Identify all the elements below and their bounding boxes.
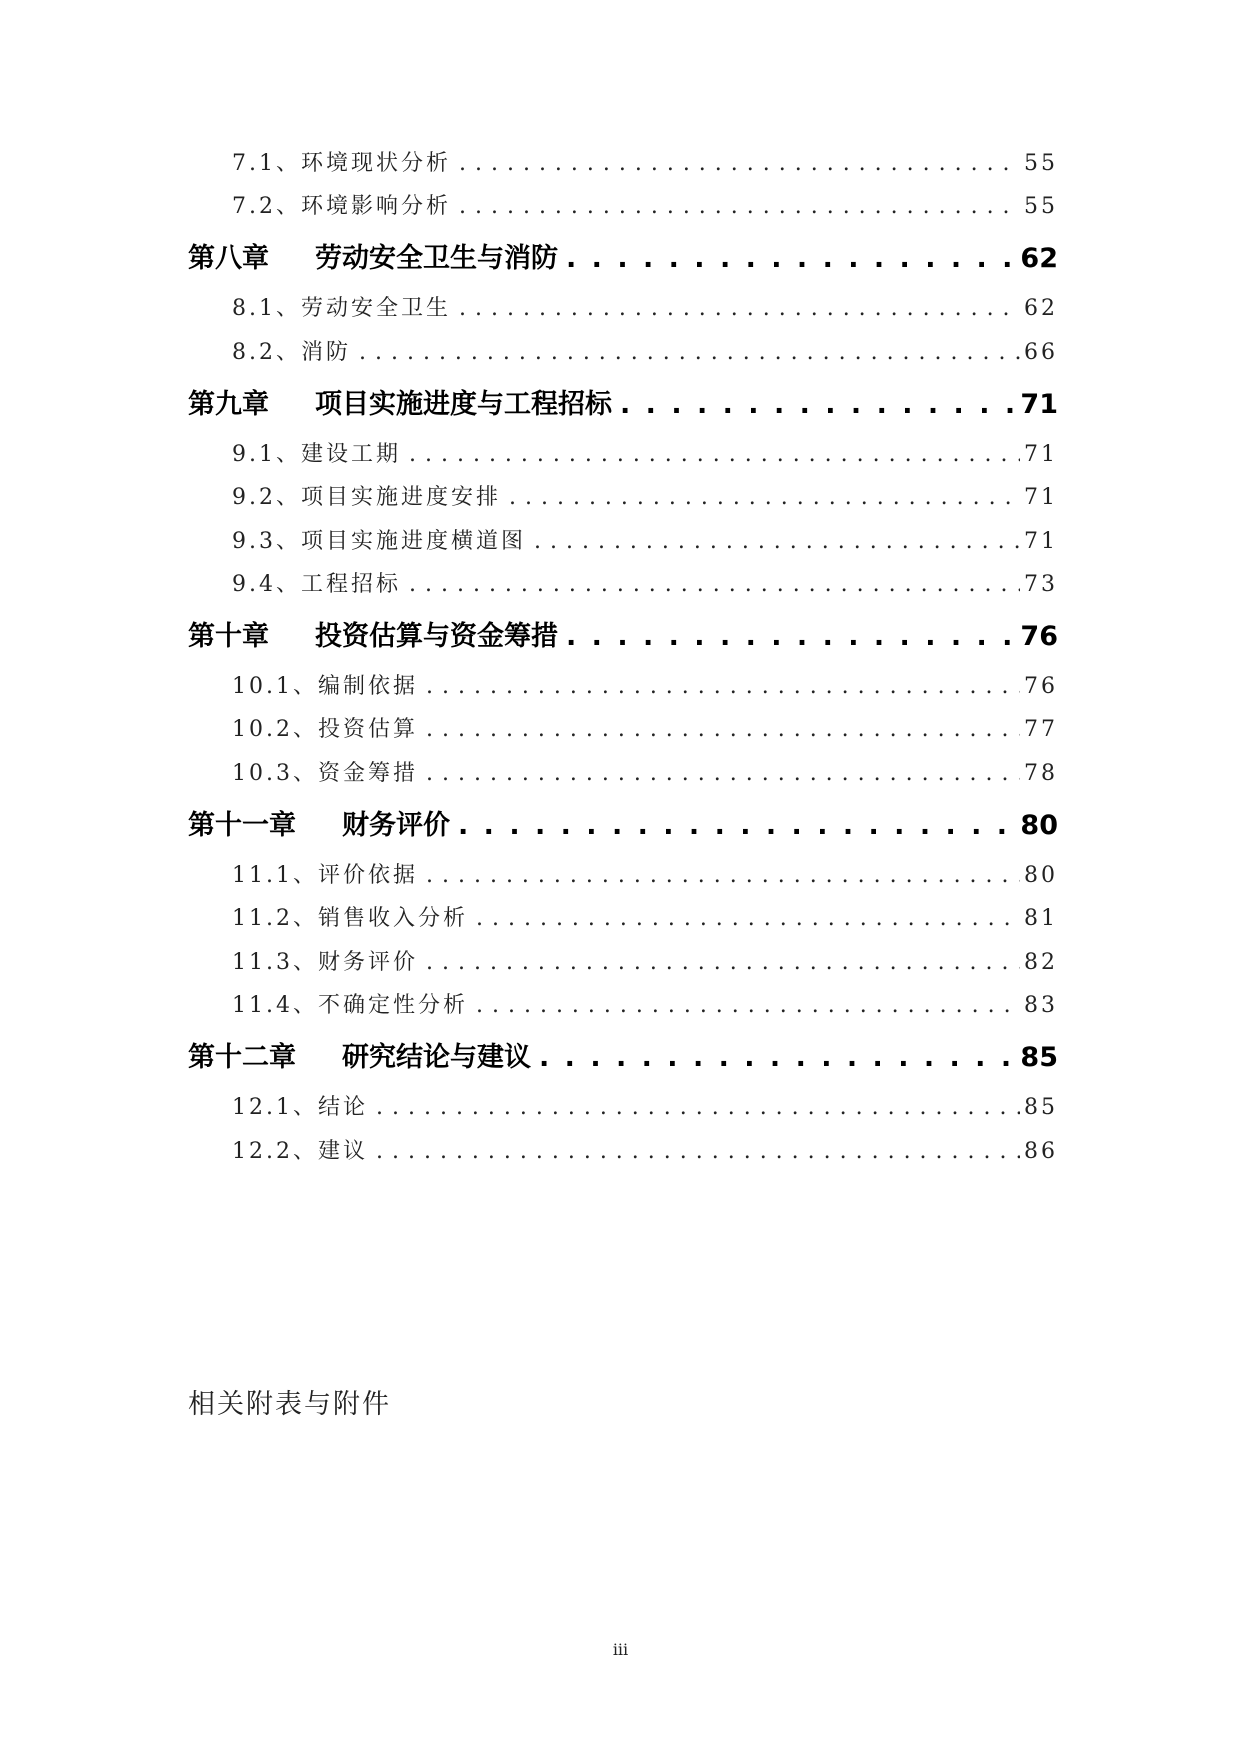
toc-chapter-number: 第八章 [188,243,269,274]
toc-section-number: 9.3、 [232,529,301,554]
toc-page-number: 71 [1024,442,1058,467]
toc-section-title: 环境影响分析 [301,194,452,219]
toc-page-number: 55 [1024,194,1058,219]
toc-chapter-number: 第十章 [188,621,269,652]
toc-entry-11-2[interactable] [232,901,1058,932]
toc-chapter-8[interactable] [188,236,1058,275]
toc-page-number: 73 [1024,572,1058,597]
dot-leader [409,572,1020,597]
toc-section-number: 12.2、 [232,1139,318,1164]
toc-section-title: 劳动安全卫生 [301,296,452,321]
toc-section-number: 9.2、 [232,485,301,510]
toc-section-number: 9.1、 [232,442,301,467]
toc-entry-9-2[interactable] [232,480,1058,511]
toc-page-number: 62 [1024,296,1058,321]
dot-leader [458,810,1016,841]
toc-section-number: 9.4、 [232,572,301,597]
toc-section-title: 环境现状分析 [301,151,452,176]
toc-chapter-title: 研究结论与建议 [342,1042,531,1073]
toc-section-number: 11.1、 [232,863,318,888]
toc-chapter-number: 第十一章 [188,810,296,841]
toc-chapter-9[interactable] [188,382,1058,421]
toc-chapter-12[interactable] [188,1035,1058,1074]
toc-entry-9-4[interactable] [232,567,1058,598]
dot-leader [459,194,1020,219]
toc-entry-7-2[interactable] [232,189,1058,220]
toc-section-title: 项目实施进度横道图 [301,529,527,554]
toc-page-number: 86 [1024,1139,1058,1164]
toc-entry-7-1[interactable] [232,146,1058,177]
dot-leader [459,296,1020,321]
toc-chapter-title: 劳动安全卫生与消防 [315,243,558,274]
toc-section-number: 11.2、 [232,906,318,931]
toc-section-title: 评价依据 [318,863,419,888]
toc-section-number: 10.2、 [232,717,318,742]
toc-page-number: 71 [1024,529,1058,554]
toc-page-number: 71 [1020,389,1058,420]
toc-entry-11-1[interactable] [232,858,1058,889]
toc-entry-8-2[interactable] [232,335,1058,366]
dot-leader [566,621,1016,652]
toc-section-number: 8.1、 [232,296,301,321]
dot-leader [426,717,1020,742]
toc-page-number: 85 [1020,1042,1058,1073]
toc-page-number: 83 [1024,993,1058,1018]
toc-chapter-10[interactable] [188,614,1058,653]
toc-section-title: 工程招标 [301,572,402,597]
toc-entry-10-3[interactable] [232,756,1058,787]
toc-chapter-title: 财务评价 [342,810,450,841]
toc-chapter-number: 第九章 [188,389,269,420]
dot-leader [539,1042,1016,1073]
appendix-title: 相关附表与附件 [188,1389,391,1420]
toc-section-title: 项目实施进度安排 [301,485,502,510]
toc-entry-9-1[interactable] [232,437,1058,468]
toc-section-number: 7.1、 [232,151,301,176]
toc-entry-11-3[interactable] [232,945,1058,976]
toc-section-number: 8.2、 [232,340,301,365]
toc-page-number: 80 [1024,863,1058,888]
dot-leader [426,863,1020,888]
dot-leader [566,243,1016,274]
toc-section-number: 11.4、 [232,993,318,1018]
toc-chapter-11[interactable] [188,803,1058,842]
toc-page-number: 78 [1024,761,1058,786]
toc-section-title: 销售收入分析 [318,906,469,931]
toc-section-title: 建设工期 [301,442,402,467]
toc-section-number: 12.1、 [232,1095,318,1120]
toc-page-number: 76 [1020,621,1058,652]
toc-section-title: 编制依据 [318,674,419,699]
dot-leader [426,950,1020,975]
toc-page-number: 80 [1020,810,1058,841]
toc-chapter-title: 项目实施进度与工程招标 [315,389,612,420]
toc-page-number: 81 [1024,906,1058,931]
dot-leader [409,442,1020,467]
toc-entry-11-4[interactable] [232,988,1058,1019]
toc-section-title: 财务评价 [318,950,419,975]
toc-page-number: 55 [1024,151,1058,176]
dot-leader [509,485,1020,510]
dot-leader [459,151,1020,176]
dot-leader [534,529,1020,554]
toc-page-number: 85 [1024,1095,1058,1120]
toc-section-title: 结论 [318,1095,369,1120]
page-number: iii [612,1640,629,1659]
toc-page-number: 71 [1024,485,1058,510]
toc-chapter-title: 投资估算与资金筹措 [315,621,558,652]
toc-entry-9-3[interactable] [232,524,1058,555]
toc-page-number: 62 [1020,243,1058,274]
dot-leader [426,761,1020,786]
dot-leader [476,906,1020,931]
toc-entry-10-1[interactable] [232,669,1058,700]
dot-leader [476,993,1020,1018]
toc-section-number: 11.3、 [232,950,318,975]
toc-entry-12-1[interactable] [232,1090,1058,1121]
toc-section-number: 7.2、 [232,194,301,219]
dot-leader [376,1139,1020,1164]
dot-leader [376,1095,1020,1120]
toc-entry-12-2[interactable] [232,1134,1058,1165]
toc-chapter-number: 第十二章 [188,1042,296,1073]
toc-section-title: 不确定性分析 [318,993,469,1018]
toc-page-number: 76 [1024,674,1058,699]
toc-page-number: 66 [1024,340,1058,365]
toc-section-title: 资金筹措 [318,761,419,786]
toc-entry-8-1[interactable] [232,291,1058,322]
toc-entry-10-2[interactable] [232,712,1058,743]
dot-leader [426,674,1020,699]
toc-section-number: 10.3、 [232,761,318,786]
dot-leader [620,389,1016,420]
toc-section-title: 消防 [301,340,352,365]
toc-section-title: 建议 [318,1139,369,1164]
toc-page-number: 82 [1024,950,1058,975]
toc-page-number: 77 [1024,717,1058,742]
dot-leader [359,340,1020,365]
toc-section-title: 投资估算 [318,717,419,742]
toc-section-number: 10.1、 [232,674,318,699]
